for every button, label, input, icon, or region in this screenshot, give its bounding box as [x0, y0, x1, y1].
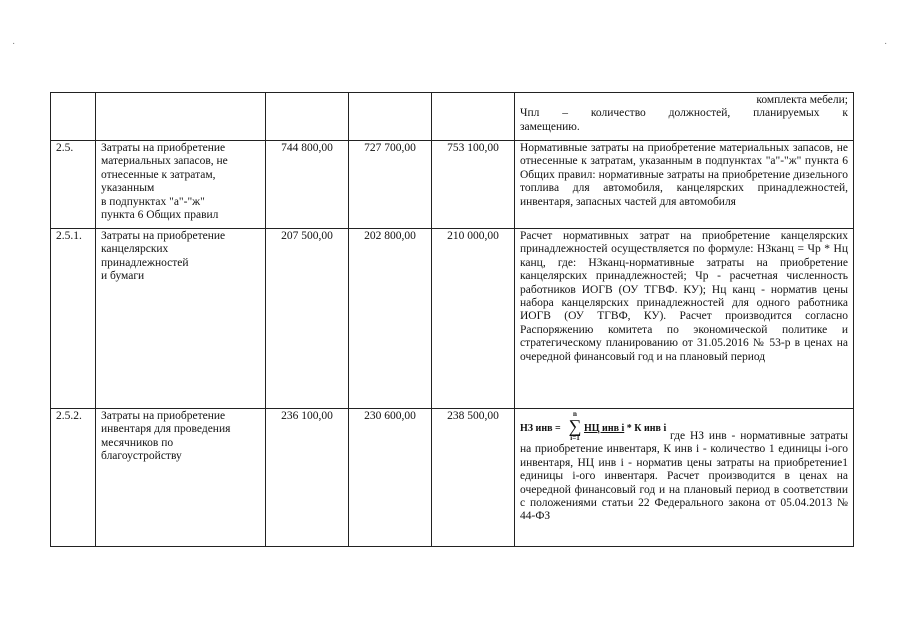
row-name	[96, 141, 266, 229]
value-col-1: 744 800,00	[266, 141, 349, 229]
row-name-line: Затраты на приобретение	[101, 142, 226, 154]
formula-qty-term: * К инв i	[624, 423, 667, 434]
row-number: 2.5.1.	[51, 229, 96, 409]
table-row	[51, 229, 854, 409]
value-col-1: 236 100,00	[266, 409, 349, 547]
summation-sign	[568, 410, 582, 442]
value-col-3: 238 500,00	[432, 409, 515, 547]
row-number	[51, 93, 96, 141]
formula-explanation: где НЗ инв - нормативные затраты на приобретение инвентаря, К инв i - количество 1 единицы i-ого инвентаря, НЦ инв i - норматив цены затраты на приобретение1 единицы i-ого инвентаря. Расчет производится в ценах на очередной финансовый год и на плановый период в соответствии с положениями статьи 22 Федерального закона от 05.04.2013 № 44-ФЗ	[520, 430, 848, 523]
row-description: Расчет нормативных затрат на приобретение канцелярских принадлежностей осуществляется по формуле: НЗканц = Чр * Нц канц, где: НЗканц-нормативные затраты на приобретение канцелярских принадлежностей; Чр - расчетная численность работников ИОГВ (ОУ ТГВФ. КУ); Нц канц - норматив цены набора канцелярских принадлежностей для одного работника ИОГВ (ОУ ТГВФ, КУ). Расчет производится согласно Распоряжению комитета по экономической политике и стратегическому планированию от 31.05.2016 № 53-р в ценах на очередной финансовый год и на плановый период	[515, 229, 854, 409]
formula-rhs	[584, 422, 666, 435]
budget-table	[50, 92, 854, 547]
row-name	[96, 93, 266, 141]
table-row	[51, 141, 854, 229]
row-name-line: отнесенные к затратам,	[101, 168, 216, 181]
desc-line: Чпл – количество должностей, планируемых к	[520, 107, 848, 120]
value-col-1	[266, 93, 349, 141]
value-col-2: 727 700,00	[349, 141, 432, 229]
row-name-line: в подпунктах "а"-"ж"	[101, 195, 205, 208]
value-col-2: 202 800,00	[349, 229, 432, 409]
row-description: Нормативные затраты на приобретение материальных запасов, не отнесенные к затратам, указанным в подпунктах "а"-"ж" пункта 6 Общих правил: нормативные затраты на приобретение дизельного топлива для автомобиля, канцелярских принадлежностей, инвентаря, запасных частей для автомобиля	[515, 141, 854, 229]
formula-price-term: НЦ инв i	[584, 423, 625, 434]
sum-lower-limit: i=1	[570, 434, 580, 442]
value-col-2	[349, 93, 432, 141]
value-col-1: 207 500,00	[266, 229, 349, 409]
desc-continued-line: комплекта мебели;	[756, 94, 848, 106]
row-name-line: инвентаря для проведения	[101, 423, 231, 436]
scan-mark-right: ·	[884, 38, 888, 49]
row-name-line: указанным	[101, 182, 155, 195]
row-name-line: Затраты на приобретение	[101, 230, 226, 242]
row-name	[96, 409, 266, 547]
row-name-line: и бумаги	[101, 270, 145, 283]
row-name-line: благоустройству	[101, 450, 182, 463]
row-name-line: канцелярских	[101, 243, 169, 256]
row-name-line: материальных запасов, не	[101, 155, 228, 168]
value-col-3: 210 000,00	[432, 229, 515, 409]
row-number: 2.5.	[51, 141, 96, 229]
table-row	[51, 93, 854, 141]
row-name-line: Затраты на приобретение	[101, 410, 226, 422]
row-number: 2.5.2.	[51, 409, 96, 547]
value-col-3	[432, 93, 515, 141]
table-row	[51, 409, 854, 547]
scan-mark-left: ·	[12, 38, 16, 49]
row-name-line: пункта 6 Общих правил	[101, 209, 219, 222]
formula-lhs: НЗ инв =	[520, 423, 561, 434]
sigma-icon: ∑	[568, 416, 582, 436]
row-name	[96, 229, 266, 409]
desc-line: замещению.	[520, 120, 580, 133]
row-description	[515, 409, 854, 547]
value-col-2: 230 600,00	[349, 409, 432, 547]
value-col-3: 753 100,00	[432, 141, 515, 229]
formula	[520, 410, 848, 444]
row-name-line: принадлежностей	[101, 256, 189, 269]
row-name-line: месячников по	[101, 436, 174, 449]
sum-upper-limit: n	[573, 410, 577, 418]
row-description	[515, 93, 854, 141]
